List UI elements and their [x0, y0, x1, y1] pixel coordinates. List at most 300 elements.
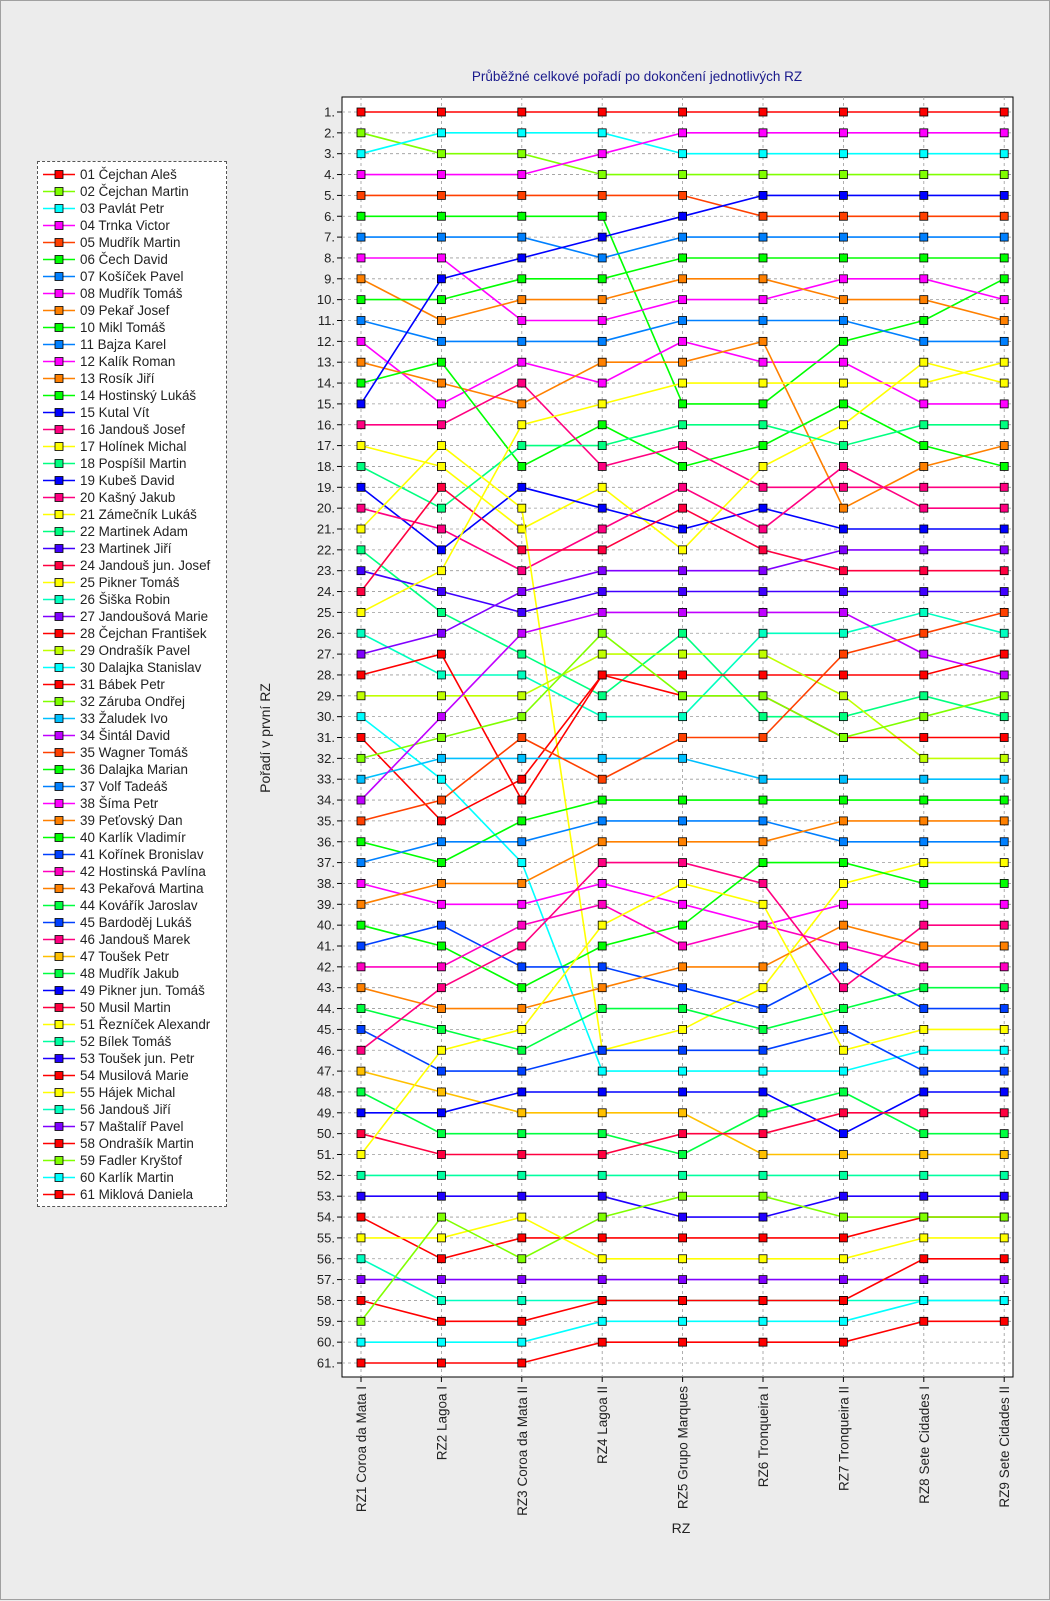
data-point [839, 1255, 847, 1263]
data-point [518, 317, 526, 325]
data-point [759, 358, 767, 366]
data-point [598, 775, 606, 783]
data-point [839, 921, 847, 929]
data-point [598, 1130, 606, 1138]
data-point [518, 1359, 526, 1367]
data-point [598, 1005, 606, 1013]
data-point [357, 921, 365, 929]
data-point [759, 1130, 767, 1138]
data-point [437, 191, 445, 199]
legend-label: 11 Bajza Karel [80, 337, 167, 352]
legend-label: 36 Dalajka Marian [80, 762, 188, 777]
data-point [679, 1317, 687, 1325]
data-point [920, 275, 928, 283]
legend-swatch [42, 438, 76, 455]
data-point [437, 442, 445, 450]
data-point [518, 275, 526, 283]
legend-swatch [42, 914, 76, 931]
data-point [518, 379, 526, 387]
data-point [598, 400, 606, 408]
legend-label: 01 Čejchan Aleš [80, 167, 177, 182]
data-point [357, 504, 365, 512]
data-point [839, 462, 847, 470]
legend-item [38, 1016, 226, 1033]
data-point [518, 358, 526, 366]
data-point [357, 254, 365, 262]
data-point [437, 775, 445, 783]
data-point [920, 1005, 928, 1013]
data-point [1000, 504, 1008, 512]
data-point [679, 1234, 687, 1242]
data-point [357, 900, 365, 908]
legend-label: 57 Maštalíř Pavel [80, 1119, 184, 1134]
data-point [679, 1276, 687, 1284]
legend-label: 04 Trnka Victor [80, 218, 170, 233]
data-point [920, 483, 928, 491]
legend-item [38, 1152, 226, 1169]
y-tick-label: 35. [316, 813, 335, 829]
legend-item [38, 1067, 226, 1084]
data-point [357, 650, 365, 658]
data-point [839, 212, 847, 220]
data-point [759, 713, 767, 721]
y-axis-ticks [317, 105, 342, 1371]
legend-item [38, 353, 226, 370]
data-point [518, 254, 526, 262]
data-point [839, 963, 847, 971]
data-point [839, 525, 847, 533]
data-point [518, 629, 526, 637]
y-tick-label: 13. [316, 354, 335, 370]
data-point [679, 1213, 687, 1221]
data-point [1000, 296, 1008, 304]
data-point [598, 921, 606, 929]
data-point [920, 984, 928, 992]
data-point [839, 1005, 847, 1013]
data-point [920, 1276, 928, 1284]
data-point [920, 1296, 928, 1304]
data-point [839, 1088, 847, 1096]
data-point [437, 692, 445, 700]
legend-item [38, 489, 226, 506]
data-point [357, 859, 365, 867]
legend-swatch [42, 727, 76, 744]
legend-swatch [42, 1101, 76, 1118]
data-point [839, 1234, 847, 1242]
data-point [437, 879, 445, 887]
y-tick-label: 19. [316, 479, 335, 495]
data-point [839, 650, 847, 658]
y-tick-label: 12. [316, 333, 335, 349]
data-point [518, 400, 526, 408]
data-point [437, 1109, 445, 1117]
data-point [518, 1276, 526, 1284]
data-point [759, 1234, 767, 1242]
data-point [920, 337, 928, 345]
y-tick-label: 49. [316, 1105, 335, 1121]
legend-swatch [42, 999, 76, 1016]
data-point [679, 900, 687, 908]
data-point [437, 400, 445, 408]
legend-label: 44 Kovářík Jaroslav [80, 898, 198, 913]
data-point [598, 1276, 606, 1284]
data-point [759, 588, 767, 596]
data-point [839, 796, 847, 804]
data-point [518, 1005, 526, 1013]
legend-item [38, 319, 226, 336]
data-point [518, 900, 526, 908]
x-tick-label: RZ6 Tronqueira I [756, 1386, 771, 1488]
data-point [598, 1317, 606, 1325]
legend-swatch [42, 353, 76, 370]
data-point [759, 1338, 767, 1346]
legend-item [38, 166, 226, 183]
data-point [920, 1234, 928, 1242]
legend-item [38, 778, 226, 795]
legend-swatch [42, 863, 76, 880]
y-tick-label: 46. [316, 1042, 335, 1058]
data-point [1000, 525, 1008, 533]
data-point [759, 108, 767, 116]
data-point [679, 171, 687, 179]
data-point [1000, 483, 1008, 491]
legend-item [38, 625, 226, 642]
data-point [357, 1192, 365, 1200]
data-point [1000, 713, 1008, 721]
legend-label: 56 Jandouš Jiří [80, 1102, 171, 1117]
y-tick-label: 57. [316, 1272, 335, 1288]
x-tick-label: RZ2 Lagoa I [434, 1386, 450, 1461]
legend-item [38, 438, 226, 455]
legend-swatch [42, 387, 76, 404]
legend-item [38, 1135, 226, 1152]
data-point [839, 483, 847, 491]
y-tick-label: 14. [316, 375, 335, 391]
data-point [1000, 567, 1008, 575]
legend-item [38, 914, 226, 931]
data-point [437, 942, 445, 950]
data-point [437, 1338, 445, 1346]
data-point [598, 984, 606, 992]
y-tick-label: 61. [316, 1355, 335, 1371]
data-point [839, 233, 847, 241]
data-point [518, 442, 526, 450]
legend-label: 09 Pekař Josef [80, 303, 170, 318]
y-tick-label: 8. [324, 250, 335, 266]
x-tick-label: RZ9 Sete Cidades II [997, 1386, 1013, 1508]
y-tick-label: 52. [316, 1167, 335, 1183]
data-point [598, 713, 606, 721]
data-point [598, 191, 606, 199]
data-point [598, 817, 606, 825]
data-point [357, 817, 365, 825]
data-point [679, 1130, 687, 1138]
data-point [759, 859, 767, 867]
data-point [357, 796, 365, 804]
data-point [920, 629, 928, 637]
data-point [598, 1213, 606, 1221]
data-point [1000, 337, 1008, 345]
y-tick-label: 56. [316, 1251, 335, 1267]
legend [37, 161, 227, 1207]
data-point [920, 713, 928, 721]
legend-item [38, 540, 226, 557]
legend-label: 29 Ondrašík Pavel [80, 643, 191, 658]
legend-swatch [42, 166, 76, 183]
legend-item [38, 557, 226, 574]
legend-swatch [42, 710, 76, 727]
data-point [437, 1151, 445, 1159]
legend-label: 06 Čech David [80, 252, 168, 267]
legend-label: 10 Mikl Tomáš [80, 320, 166, 335]
data-point [839, 588, 847, 596]
data-point [357, 1088, 365, 1096]
data-point [920, 171, 928, 179]
legend-label: 28 Čejchan František [80, 626, 207, 641]
y-tick-label: 32. [316, 750, 335, 766]
data-point [679, 963, 687, 971]
data-point [839, 1296, 847, 1304]
y-tick-label: 59. [316, 1313, 335, 1329]
legend-swatch [42, 336, 76, 353]
data-point [1000, 859, 1008, 867]
legend-swatch [42, 1169, 76, 1186]
data-point [357, 191, 365, 199]
data-point [437, 1067, 445, 1075]
data-point [518, 462, 526, 470]
data-point [839, 1338, 847, 1346]
data-point [839, 608, 847, 616]
legend-label: 58 Ondrašík Martin [80, 1136, 194, 1151]
data-point [357, 1234, 365, 1242]
y-axis-label: Pořadí v první RZ [257, 683, 273, 793]
data-point [759, 879, 767, 887]
data-point [679, 525, 687, 533]
data-point [920, 1171, 928, 1179]
data-point [920, 1151, 928, 1159]
data-point [839, 900, 847, 908]
data-point [920, 1130, 928, 1138]
legend-item [38, 1169, 226, 1186]
legend-swatch [42, 183, 76, 200]
legend-swatch [42, 982, 76, 999]
data-point [920, 400, 928, 408]
legend-swatch [42, 1016, 76, 1033]
data-point [357, 879, 365, 887]
data-point [518, 1296, 526, 1304]
data-point [518, 1109, 526, 1117]
legend-label: 21 Zámečník Lukáš [80, 507, 197, 522]
y-tick-label: 53. [316, 1188, 335, 1204]
legend-swatch [42, 234, 76, 251]
data-point [839, 1151, 847, 1159]
data-point [679, 317, 687, 325]
data-point [437, 275, 445, 283]
data-point [759, 1151, 767, 1159]
data-point [357, 483, 365, 491]
data-point [518, 1317, 526, 1325]
data-point [759, 963, 767, 971]
data-point [357, 1067, 365, 1075]
data-point [518, 1025, 526, 1033]
data-point [598, 525, 606, 533]
data-point [518, 1234, 526, 1242]
data-point [839, 1067, 847, 1075]
data-point [839, 734, 847, 742]
legend-label: 14 Hostinský Lukáš [80, 388, 197, 403]
data-point [920, 1046, 928, 1054]
data-point [759, 400, 767, 408]
data-point [357, 1317, 365, 1325]
data-point [598, 129, 606, 137]
data-point [1000, 1296, 1008, 1304]
data-point [598, 1088, 606, 1096]
data-point [598, 796, 606, 804]
legend-item [38, 251, 226, 268]
data-point [759, 900, 767, 908]
data-point [679, 942, 687, 950]
legend-item [38, 404, 226, 421]
legend-swatch [42, 506, 76, 523]
data-point [679, 1005, 687, 1013]
data-point [357, 713, 365, 721]
data-point [357, 838, 365, 846]
data-point [839, 1171, 847, 1179]
legend-label: 13 Rosík Jiří [80, 371, 155, 386]
data-point [759, 796, 767, 804]
data-point [839, 1276, 847, 1284]
legend-label: 19 Kubeš David [80, 473, 175, 488]
data-point [759, 462, 767, 470]
y-tick-label: 50. [316, 1126, 335, 1142]
data-point [1000, 942, 1008, 950]
data-point [598, 671, 606, 679]
legend-label: 16 Jandouš Josef [80, 422, 185, 437]
data-point [518, 1046, 526, 1054]
data-point [598, 504, 606, 512]
legend-label: 53 Toušek jun. Petr [80, 1051, 195, 1066]
data-point [679, 483, 687, 491]
data-point [437, 317, 445, 325]
data-point [518, 1088, 526, 1096]
legend-swatch [42, 268, 76, 285]
data-point [437, 525, 445, 533]
y-tick-label: 27. [316, 646, 335, 662]
data-point [759, 1088, 767, 1096]
data-point [518, 171, 526, 179]
data-point [839, 421, 847, 429]
data-point [437, 900, 445, 908]
data-point [437, 296, 445, 304]
data-point [518, 108, 526, 116]
legend-swatch [42, 1186, 76, 1203]
data-point [518, 650, 526, 658]
data-point [839, 171, 847, 179]
legend-item [38, 523, 226, 540]
y-tick-label: 47. [316, 1063, 335, 1079]
data-point [518, 546, 526, 554]
data-point [1000, 650, 1008, 658]
data-point [437, 1234, 445, 1242]
data-point [679, 212, 687, 220]
data-point [357, 108, 365, 116]
legend-swatch [42, 676, 76, 693]
data-point [920, 296, 928, 304]
data-point [518, 713, 526, 721]
data-point [920, 1317, 928, 1325]
chart-title: Průběžné celkové pořadí po dokončení jednotlivých RZ [471, 69, 803, 84]
data-point [920, 421, 928, 429]
legend-swatch [42, 642, 76, 659]
data-point [598, 421, 606, 429]
legend-label: 30 Dalajka Stanislav [80, 660, 202, 675]
data-point [357, 317, 365, 325]
legend-swatch [42, 217, 76, 234]
y-tick-label: 11. [317, 313, 335, 328]
data-point [437, 504, 445, 512]
data-point [357, 608, 365, 616]
data-point [1000, 1088, 1008, 1096]
data-point [759, 1276, 767, 1284]
data-point [1000, 588, 1008, 596]
data-point [598, 1296, 606, 1304]
data-point [759, 1109, 767, 1117]
data-point [759, 233, 767, 241]
y-tick-label: 54. [316, 1209, 335, 1225]
data-point [598, 483, 606, 491]
legend-swatch [42, 897, 76, 914]
data-point [679, 650, 687, 658]
data-point [1000, 275, 1008, 283]
data-point [679, 379, 687, 387]
y-tick-label: 34. [316, 792, 335, 808]
data-point [920, 1255, 928, 1263]
data-point [759, 150, 767, 158]
legend-item [38, 965, 226, 982]
data-point [839, 358, 847, 366]
data-point [598, 1109, 606, 1117]
y-tick-label: 7. [324, 229, 335, 245]
data-point [679, 1046, 687, 1054]
data-point [598, 608, 606, 616]
legend-swatch [42, 846, 76, 863]
data-point [437, 1005, 445, 1013]
data-point [518, 504, 526, 512]
data-point [437, 462, 445, 470]
data-point [679, 129, 687, 137]
data-point [920, 963, 928, 971]
data-point [679, 150, 687, 158]
legend-swatch [42, 574, 76, 591]
data-point [437, 212, 445, 220]
legend-item [38, 217, 226, 234]
data-point [759, 1005, 767, 1013]
legend-item [38, 795, 226, 812]
legend-label: 18 Pospíšil Martin [80, 456, 187, 471]
data-point [357, 1359, 365, 1367]
data-point [839, 504, 847, 512]
y-tick-label: 43. [316, 980, 335, 996]
legend-item [38, 1118, 226, 1135]
data-point [759, 525, 767, 533]
data-point [357, 1255, 365, 1263]
data-point [839, 671, 847, 679]
data-point [679, 629, 687, 637]
data-point [437, 546, 445, 554]
data-point [920, 1192, 928, 1200]
data-point [679, 191, 687, 199]
legend-label: 24 Jandouš jun. Josef [80, 558, 211, 573]
